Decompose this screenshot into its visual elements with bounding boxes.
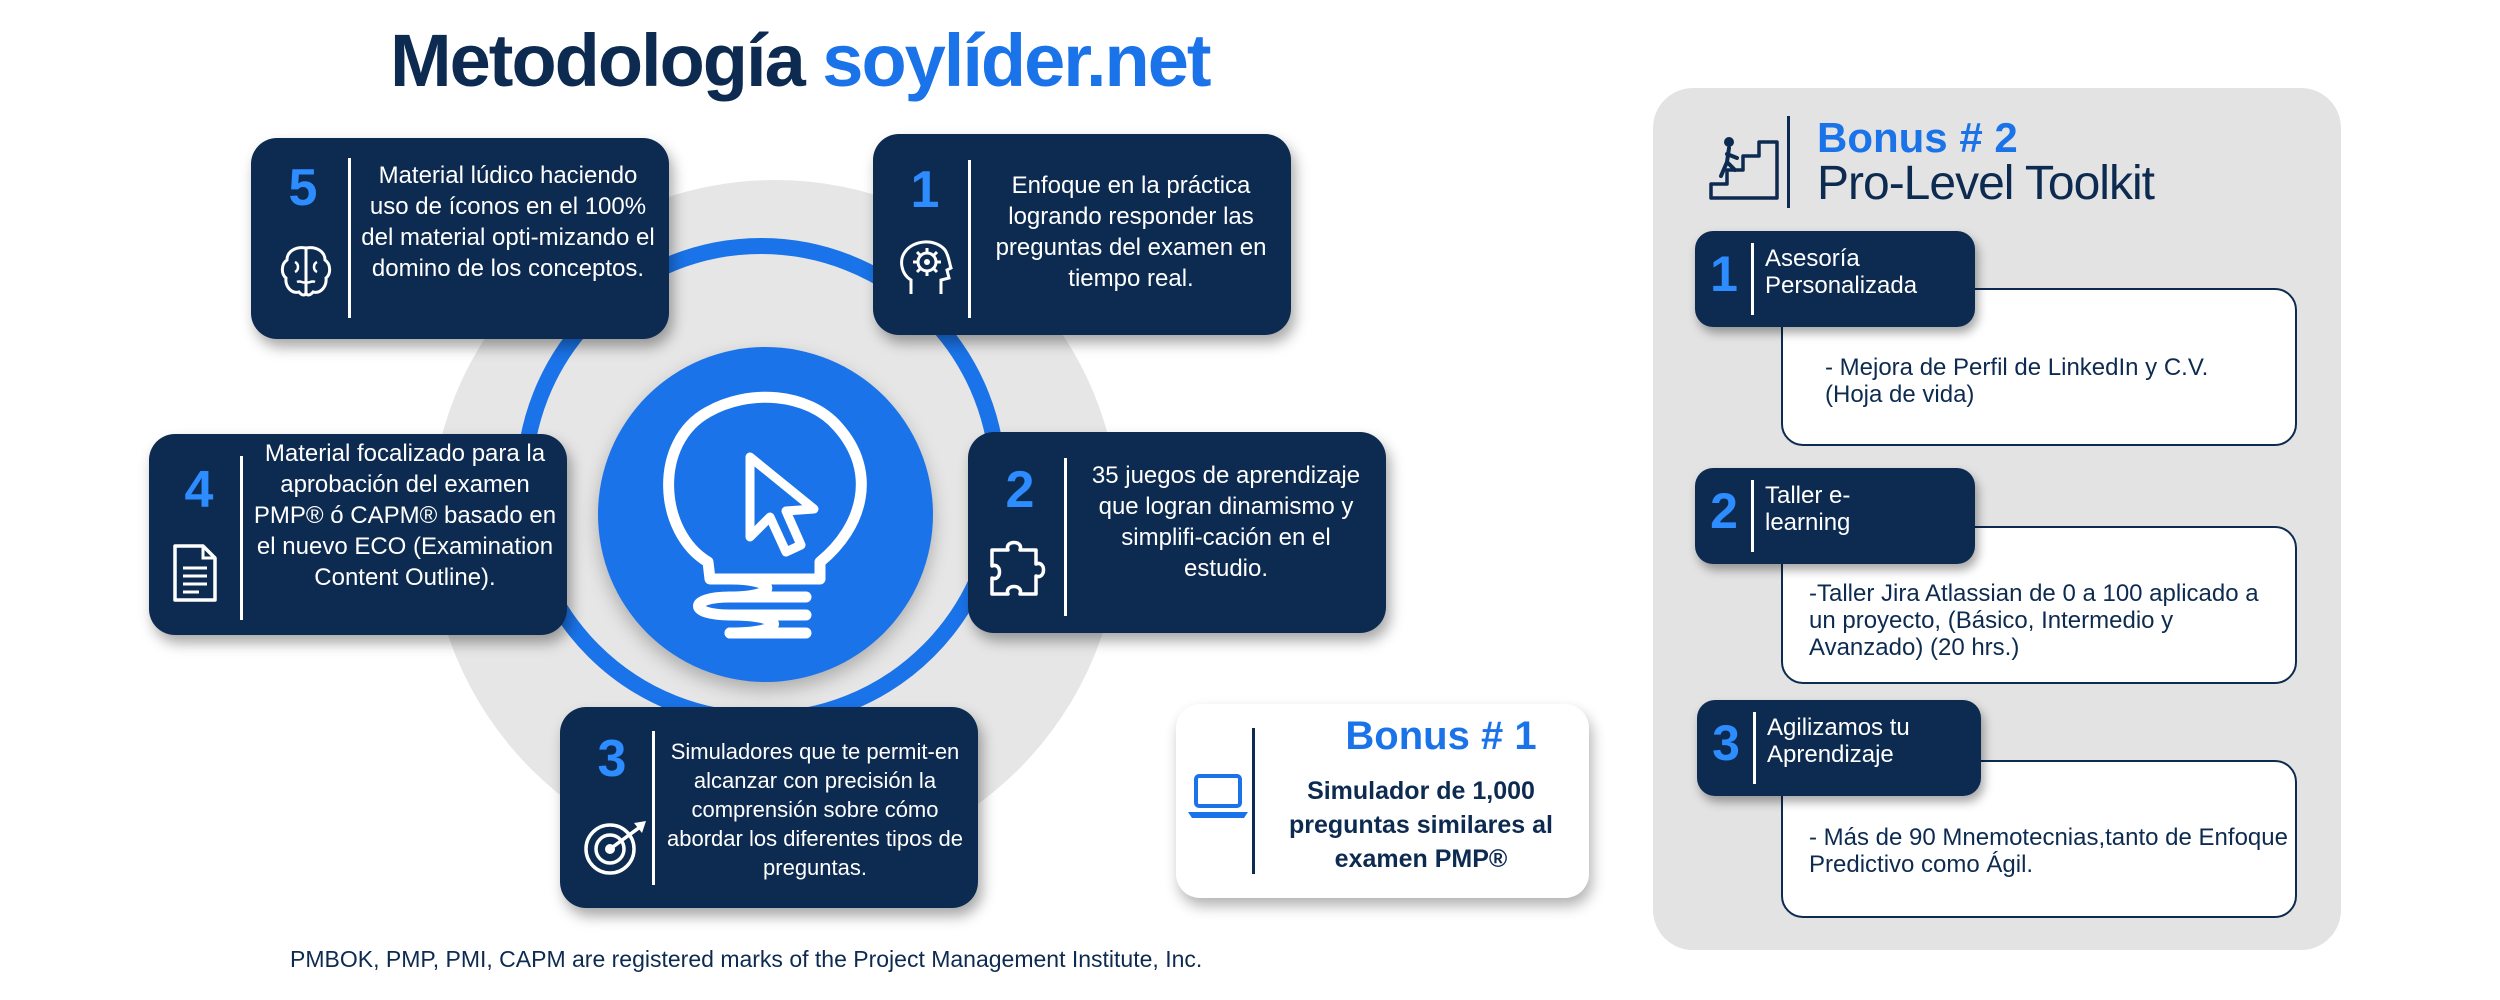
puzzle-icon [984, 532, 1050, 609]
step-card-1 [873, 134, 1291, 335]
head-gear-icon [893, 234, 959, 305]
step-card-2 [968, 432, 1386, 633]
step-card-5 [251, 138, 669, 339]
footer-trademark-note: PMBOK, PMP, PMI, CAPM are registered marks of the Project Management Institute, Inc. [290, 946, 1203, 972]
toolkit-item-number: 2 [1710, 483, 1738, 539]
bonus1-label: Bonus # 1 [1345, 714, 1537, 758]
step-number: 4 [184, 461, 214, 519]
card-separator [968, 160, 971, 318]
step-text: Material focalizado para la aprobación del examen PMP® ó CAPM® basado en el nuevo ECO (Examination Content Outline). [253, 440, 557, 591]
step-number: 1 [910, 161, 940, 219]
page-title [390, 18, 1210, 103]
lightbulb-cursor-icon [598, 347, 933, 682]
toolkit-item-label: Asesoría Personalizada [1765, 245, 1918, 299]
step-text: Material lúdico haciendo uso de íconos en el 100% del material opti-mizando el domino de los conceptos. [361, 162, 655, 282]
step-text: 35 juegos de aprendizaje que logran dinamismo y simplifi-cación en el estudio. [1091, 462, 1361, 582]
toolkit-item-3-tab [1697, 700, 1981, 796]
card-separator [652, 731, 655, 885]
bonus1-card [1176, 704, 1589, 898]
toolkit-item-label: Taller e-learning [1765, 482, 1851, 536]
toolkit-item-label: Agilizamos tu Aprendizaje [1767, 714, 1910, 768]
tab-separator [1751, 480, 1754, 552]
stairs-climb-icon [1709, 132, 1779, 207]
toolkit-item-1-tab [1695, 231, 1975, 327]
card-separator [348, 158, 351, 318]
tab-separator [1751, 243, 1754, 315]
step-card-3 [560, 707, 978, 908]
toolkit-item-desc: -Taller Jira Atlassian de 0 a 100 aplicado a un proyecto, (Básico, Intermedio y Avanzado) (20 hrs.) [1809, 580, 2259, 661]
laptop-icon [1186, 770, 1250, 825]
toolkit-item-number: 3 [1712, 715, 1740, 771]
bonus2-label: Bonus # 2 [1817, 114, 2018, 161]
title-accent: soylíder.net [822, 19, 1210, 102]
step-number: 5 [288, 159, 318, 217]
step-text: Simuladores que te permit-en alcanzar con precisión la comprensión sobre cómo abordar los diferentes tipos de preguntas. [667, 739, 963, 880]
bulb-circle [598, 347, 933, 682]
bonus1-text: Simulador de 1,000 preguntas similares al examen PMP® [1288, 777, 1553, 873]
toolkit-item-desc: - Más de 90 Mnemotecnias,tanto de Enfoque Predictivo como Ágil. [1809, 824, 2288, 878]
bonus1-separator [1252, 728, 1255, 874]
bonus2-subtitle: Pro-Level Toolkit [1817, 157, 2154, 210]
brain-icon [277, 242, 335, 305]
target-icon [580, 817, 650, 884]
toolkit-item-desc: - Mejora de Perfil de LinkedIn y C.V. (Hoja de vida) [1825, 354, 2209, 408]
title-main: Metodología [390, 19, 823, 102]
card-separator [240, 456, 243, 620]
step-number: 3 [597, 730, 627, 788]
card-separator [1064, 458, 1067, 616]
document-icon [169, 542, 221, 609]
step-card-4 [149, 434, 567, 635]
step-number: 2 [1005, 461, 1035, 519]
tab-separator [1753, 712, 1756, 784]
toolkit-item-2-tab [1695, 468, 1975, 564]
step-text: Enfoque en la práctica logrando responder las preguntas del examen en tiempo real. [995, 172, 1267, 292]
toolkit-item-number: 1 [1710, 246, 1738, 302]
bonus2-separator [1787, 116, 1790, 208]
bonus2-panel [1653, 88, 2341, 950]
